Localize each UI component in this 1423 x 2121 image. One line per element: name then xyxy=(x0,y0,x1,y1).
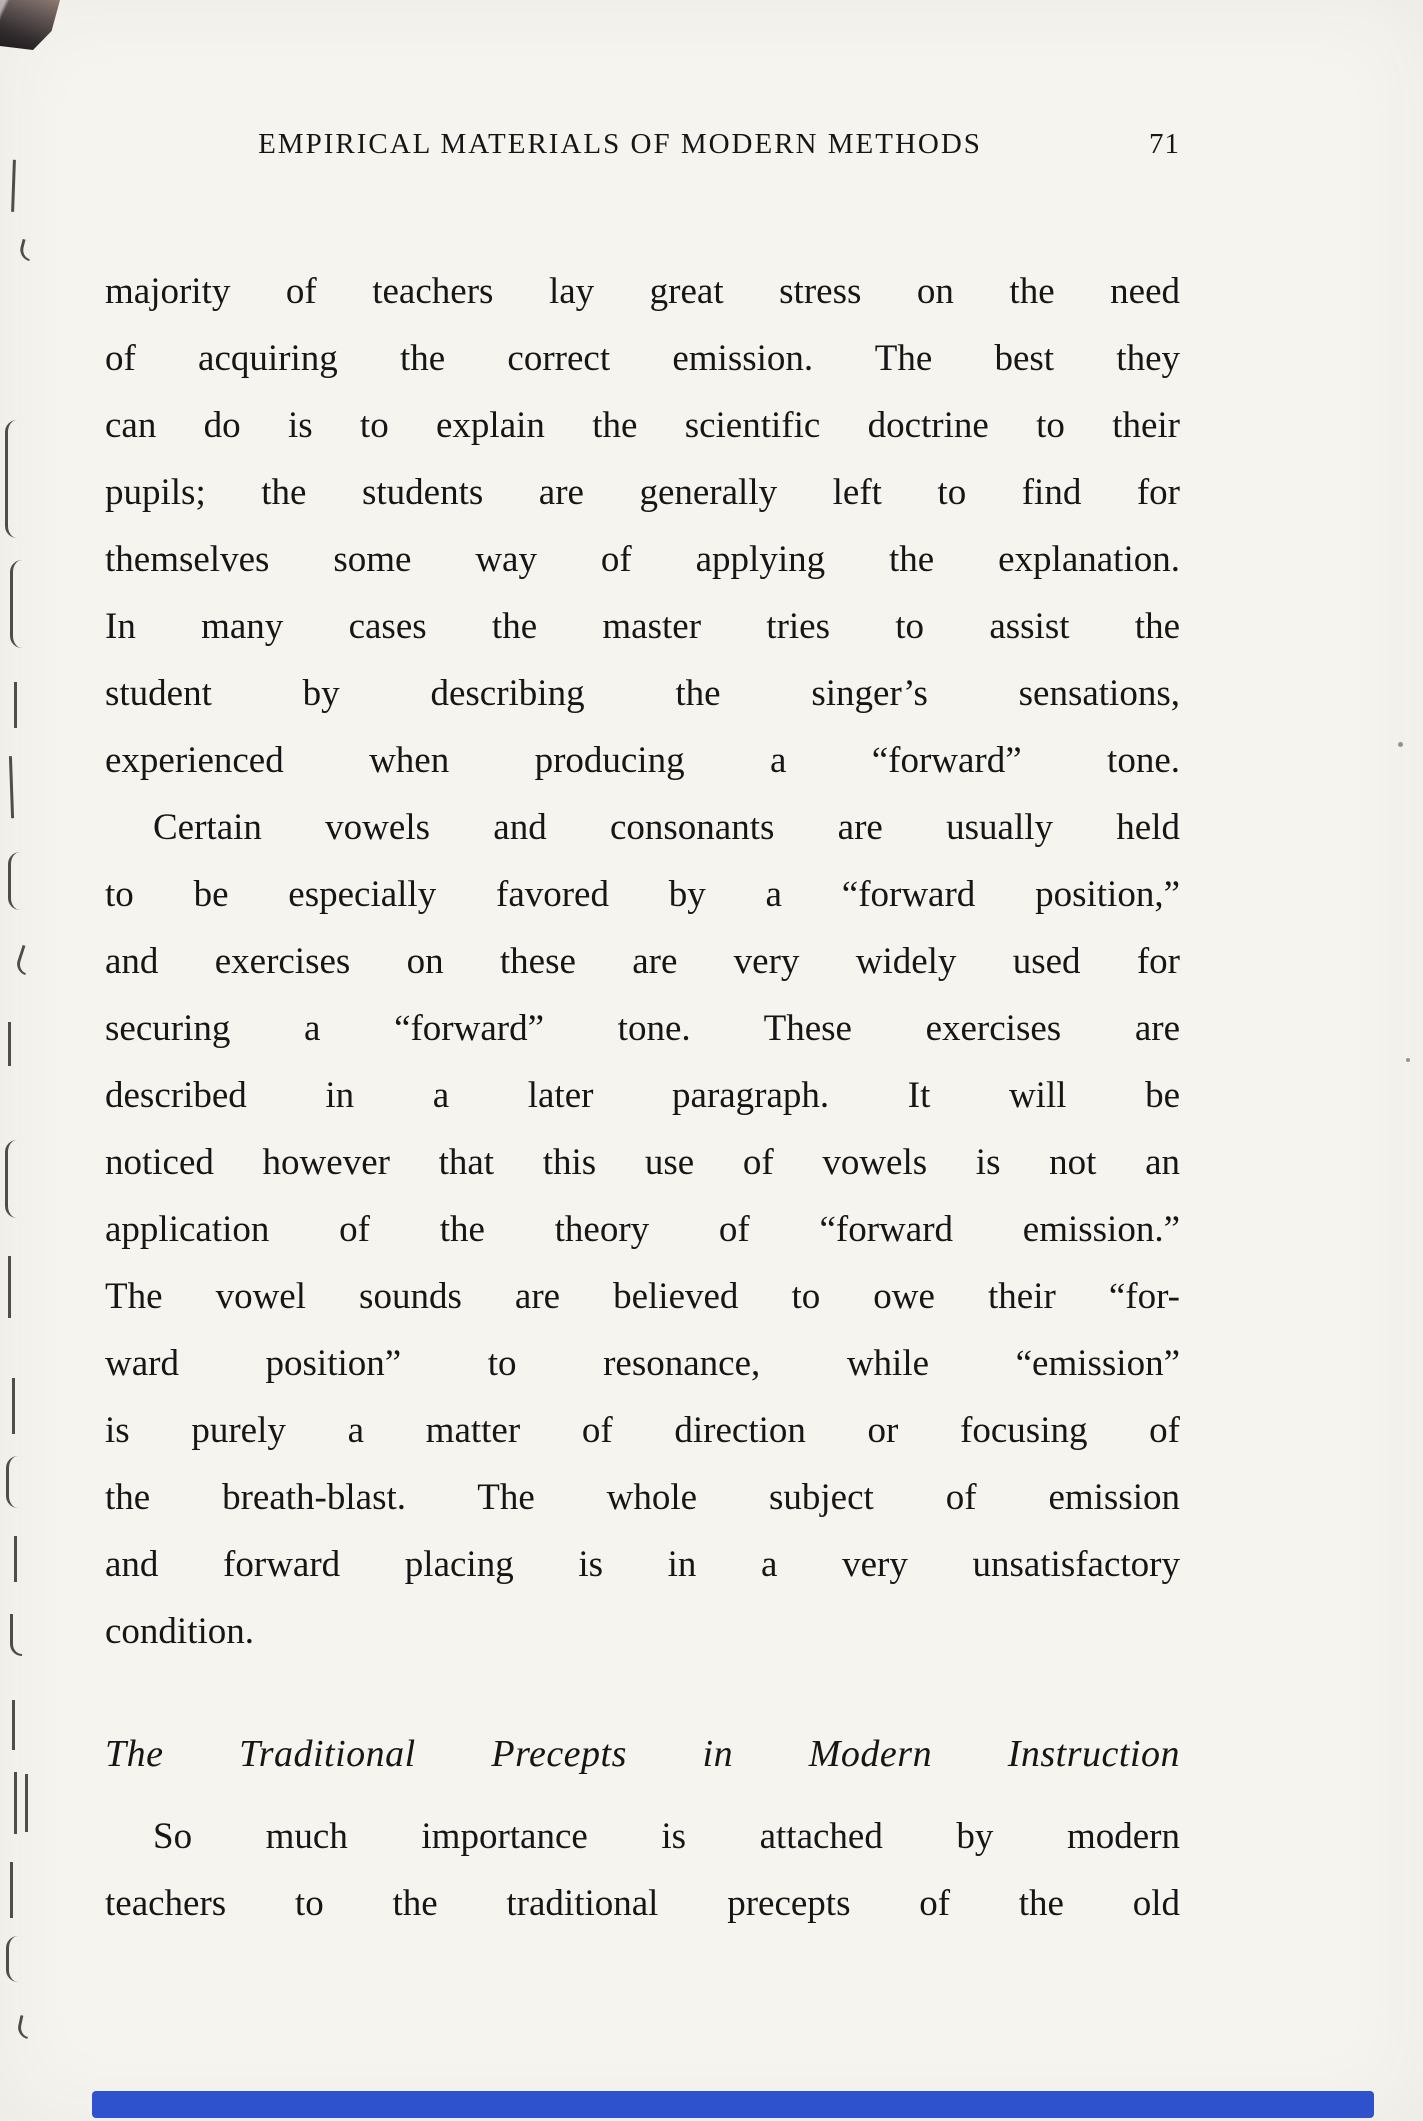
text-line: themselves some way of applying the explanation. xyxy=(105,539,1180,580)
ink-mark xyxy=(14,1772,26,1834)
text-line: The vowel sounds are believed to owe their “for- xyxy=(105,1276,1180,1317)
page-number: 71 xyxy=(1149,128,1180,160)
text-line: application of the theory of “forward emission.” xyxy=(105,1209,1180,1250)
text-line: and exercises on these are very widely used for xyxy=(105,941,1180,982)
ink-mark xyxy=(10,1862,22,1918)
ink-mark xyxy=(8,1022,20,1066)
paragraph xyxy=(105,258,1180,794)
text-line: In many cases the master tries to assist the xyxy=(105,606,1180,647)
section-heading: The Traditional Precepts in Modern Instruction xyxy=(105,1733,1180,1775)
ink-mark xyxy=(14,682,26,728)
ink-mark xyxy=(14,945,34,975)
ink-mark xyxy=(18,239,34,261)
text-line: Certain vowels and consonants are usually held xyxy=(153,807,1180,848)
ink-mark xyxy=(10,1614,22,1656)
text-line: experienced when producing a “forward” tone. xyxy=(105,740,1180,781)
paragraph xyxy=(105,1803,1180,1937)
ink-speck xyxy=(1398,742,1403,747)
text-line: majority of teachers lay great stress on the need xyxy=(105,271,1180,312)
ink-mark xyxy=(8,1256,20,1318)
text-line: described in a later paragraph. It will be xyxy=(105,1075,1180,1116)
ink-speck xyxy=(1406,1058,1410,1062)
ink-mark xyxy=(6,1936,18,1982)
ink-mark xyxy=(12,1378,24,1434)
text-line: teachers to the traditional precepts of the old xyxy=(105,1883,1180,1924)
ink-mark xyxy=(12,1700,24,1750)
text-body xyxy=(105,258,1180,1937)
text-line: student by describing the singer’s sensations, xyxy=(105,673,1180,714)
ink-mark xyxy=(14,1536,26,1582)
text-line: of acquiring the correct emission. The best they xyxy=(105,338,1180,379)
ink-mark xyxy=(8,852,20,910)
scan-artifact-photo-corner xyxy=(0,0,60,50)
text-line: noticed however that this use of vowels is not an xyxy=(105,1142,1180,1183)
page-header xyxy=(105,128,1180,161)
text-line: securing a “forward” tone. These exercises are xyxy=(105,1008,1180,1049)
ink-mark xyxy=(25,1774,37,1832)
running-title: EMPIRICAL MATERIALS OF MODERN METHODS xyxy=(258,128,982,160)
ink-mark xyxy=(9,756,23,818)
ink-mark xyxy=(11,160,25,212)
text-line: So much importance is attached by modern xyxy=(153,1816,1180,1857)
text-line: the breath-blast. The whole subject of emission xyxy=(105,1477,1180,1518)
text-line: is purely a matter of direction or focusing of xyxy=(105,1410,1180,1451)
ink-mark xyxy=(10,560,22,648)
ink-mark xyxy=(5,1140,17,1218)
ink-mark xyxy=(5,420,17,538)
text-line: ward position” to resonance, while “emission” xyxy=(105,1343,1180,1384)
text-line: can do is to explain the scientific doctrine to their xyxy=(105,405,1180,446)
bottom-blue-bar xyxy=(92,2091,1374,2118)
ink-mark xyxy=(16,2015,32,2039)
ink-mark xyxy=(6,1456,18,1508)
text-line: and forward placing is in a very unsatisfactory xyxy=(105,1544,1180,1585)
text-line: to be especially favored by a “forward position,” xyxy=(105,874,1180,915)
text-line: pupils; the students are generally left to find for xyxy=(105,472,1180,513)
text-line: condition. xyxy=(105,1611,255,1652)
paragraph xyxy=(105,794,1180,1665)
